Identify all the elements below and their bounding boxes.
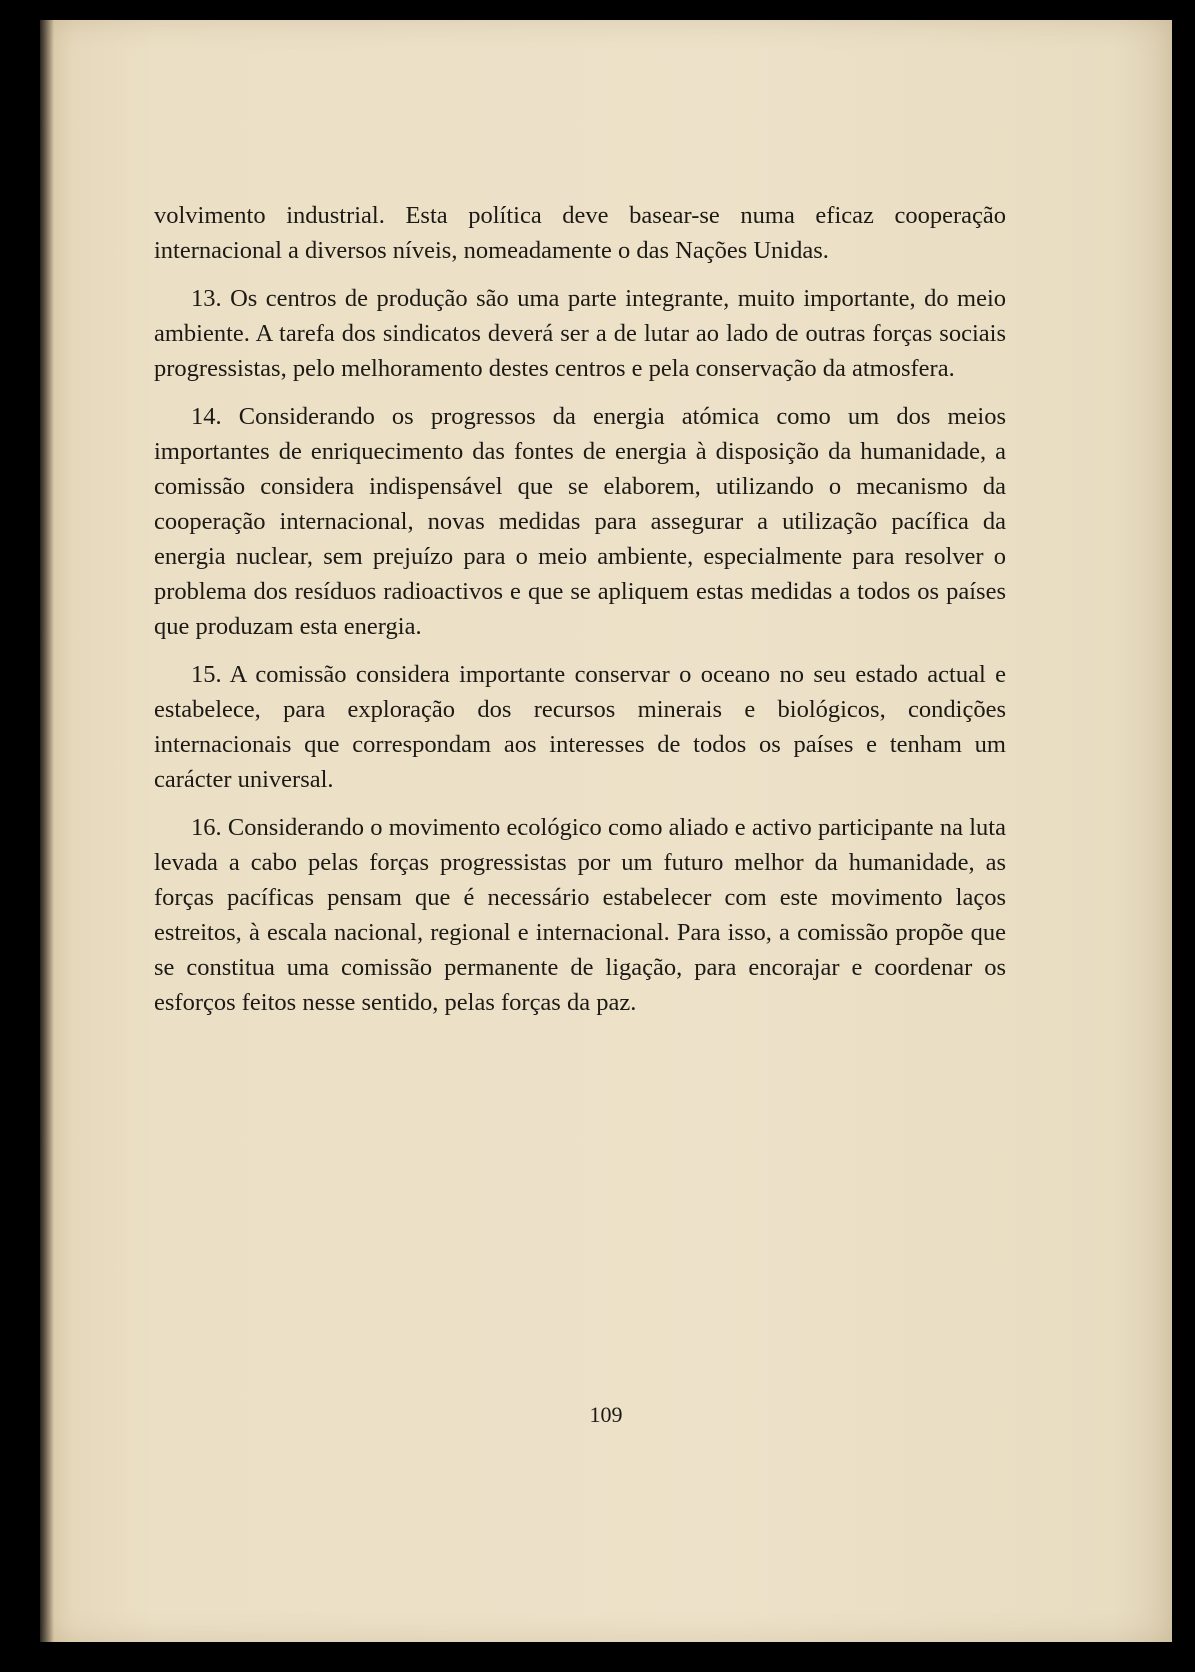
book-page xyxy=(40,20,1172,1642)
page-number: 109 xyxy=(589,1402,623,1427)
paragraph-13: 13. Os centros de produção são uma parte integrante, muito importante, do meio ambiente. A tarefa dos sindicatos deverá ser a de lutar ao lado de outras forças sociais progressistas, pelo melhoramento destes centros e pela conservação da atmosfera. xyxy=(154,285,1006,382)
paragraph-15: 15. A comissão considera importante conservar o oceano no seu estado actual e estabelece, para exploração dos recursos minerais e biológicos, condições internacionais que correspondam aos interesses de todos os países e tenham um carácter universal. xyxy=(154,661,1006,793)
body-text xyxy=(154,198,1006,1033)
paragraph-16: 16. Considerando o movimento ecológico como aliado e activo participante na luta levada a cabo pelas forças progressistas por um futuro melhor da humanidade, as forças pacíficas pensam que é necessário estabelecer com este movimento laços estreitos, à escala nacional, regional e internacional. Para isso, a comissão propõe que se constitua uma comissão permanente de ligação, para encorajar e coordenar os esforços feitos nesse sentido, pelas forças da paz. xyxy=(154,814,1006,1016)
paragraph-continuation: volvimento industrial. Esta política deve basear-se numa eficaz cooperação internacional a diversos níveis, nomeadamente o das Nações Unidas. xyxy=(154,202,1006,264)
spine-shadow xyxy=(40,20,54,1642)
paragraph-14: 14. Considerando os progressos da energia atómica como um dos meios importantes de enriquecimento das fontes de energia à disposição da humanidade, a comissão considera indispensável que se elaborem, utilizando o mecanismo da cooperação internacional, novas medidas para assegurar a utilização pacífica da energia nuclear, sem prejuízo para o meio ambiente, especialmente para resolver o problema dos resíduos radioactivos e que se apliquem estas medidas a todos os países que produzam esta energia. xyxy=(154,403,1006,640)
